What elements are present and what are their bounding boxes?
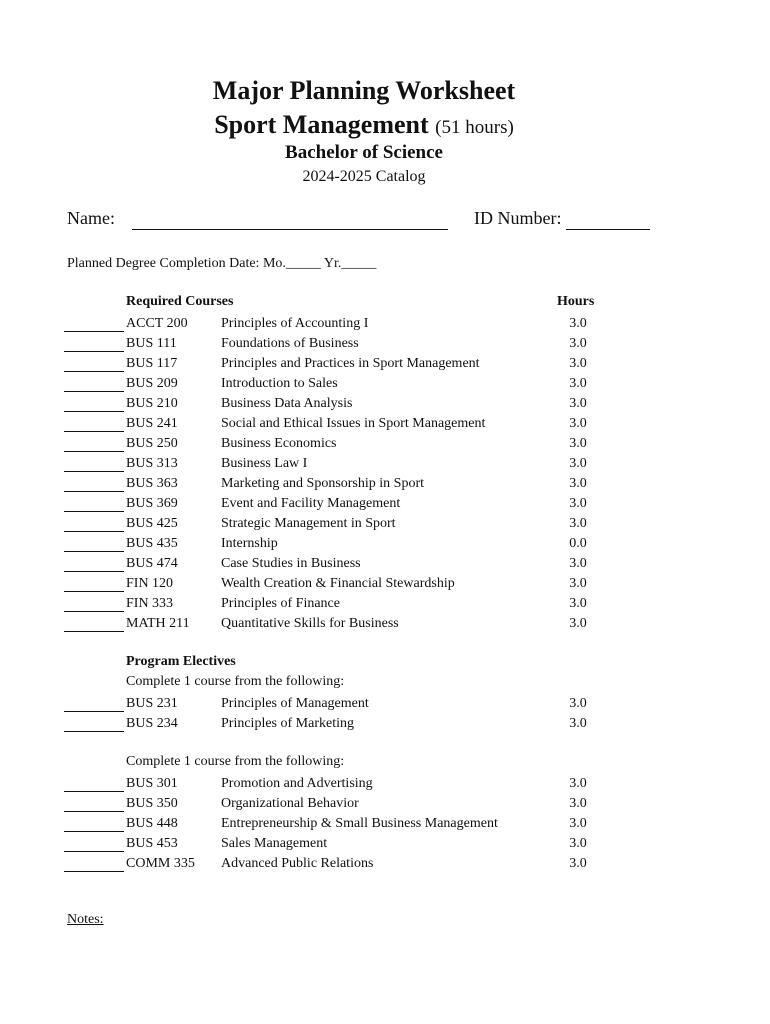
course-hours: 3.0 — [569, 856, 587, 871]
course-row — [0, 454, 770, 474]
course-hours: 3.0 — [569, 556, 587, 571]
completion-blank[interactable] — [64, 431, 124, 432]
course-code: ACCT 200 — [126, 316, 188, 331]
completion-blank[interactable] — [64, 371, 124, 372]
course-code: BUS 363 — [126, 476, 178, 491]
course-code: BUS 231 — [126, 696, 178, 711]
completion-blank[interactable] — [64, 351, 124, 352]
program-hours: (51 hours) — [435, 117, 514, 138]
completion-blank[interactable] — [64, 851, 124, 852]
course-row — [0, 774, 770, 794]
course-title: Event and Facility Management — [221, 496, 401, 511]
course-row — [0, 834, 770, 854]
course-code: BUS 448 — [126, 816, 178, 831]
course-hours: 3.0 — [569, 456, 587, 471]
course-code: BUS 111 — [126, 336, 177, 351]
course-hours: 3.0 — [569, 356, 587, 371]
course-row — [0, 334, 770, 354]
course-title: Quantitative Skills for Business — [221, 616, 399, 631]
course-row — [0, 714, 770, 734]
course-code: COMM 335 — [126, 856, 195, 871]
course-title: Principles of Finance — [221, 596, 340, 611]
course-code: BUS 241 — [126, 416, 178, 431]
notes-label: Notes: — [67, 912, 104, 927]
course-code: BUS 250 — [126, 436, 178, 451]
completion-blank[interactable] — [64, 331, 124, 332]
completion-blank[interactable] — [64, 831, 124, 832]
course-row — [0, 554, 770, 574]
course-row — [0, 354, 770, 374]
course-hours: 3.0 — [569, 716, 587, 731]
page-title: Major Planning Worksheet — [212, 76, 516, 105]
course-code: BUS 313 — [126, 456, 178, 471]
completion-blank[interactable] — [64, 551, 124, 552]
completion-blank[interactable] — [64, 711, 124, 712]
completion-blank[interactable] — [64, 731, 124, 732]
course-code: BUS 350 — [126, 796, 178, 811]
completion-blank[interactable] — [64, 591, 124, 592]
completion-blank[interactable] — [64, 611, 124, 612]
course-title: Promotion and Advertising — [221, 776, 373, 791]
course-hours: 3.0 — [569, 476, 587, 491]
id-number-field[interactable] — [566, 229, 650, 230]
course-row — [0, 414, 770, 434]
course-hours: 3.0 — [569, 496, 587, 511]
course-hours: 3.0 — [569, 416, 587, 431]
completion-blank[interactable] — [64, 531, 124, 532]
course-hours: 3.0 — [569, 316, 587, 331]
required-courses-header: Required Courses — [126, 294, 234, 309]
course-hours: 3.0 — [569, 436, 587, 451]
course-row — [0, 374, 770, 394]
course-row — [0, 494, 770, 514]
catalog-year: 2024-2025 Catalog — [302, 168, 426, 185]
name-field[interactable] — [132, 229, 448, 230]
course-row — [0, 574, 770, 594]
id-number-label: ID Number: — [474, 208, 562, 228]
course-title: Business Law I — [221, 456, 308, 471]
course-row — [0, 794, 770, 814]
course-row — [0, 434, 770, 454]
completion-blank[interactable] — [64, 391, 124, 392]
course-code: BUS 234 — [126, 716, 178, 731]
course-title: Foundations of Business — [221, 336, 359, 351]
course-code: BUS 474 — [126, 556, 178, 571]
course-row — [0, 854, 770, 874]
course-title: Marketing and Sponsorship in Sport — [221, 476, 424, 491]
course-title: Advanced Public Relations — [221, 856, 374, 871]
program-electives-header: Program Electives — [126, 654, 236, 669]
completion-blank[interactable] — [64, 471, 124, 472]
hours-header: Hours — [557, 294, 595, 309]
course-row — [0, 614, 770, 634]
course-hours: 3.0 — [569, 616, 587, 631]
course-code: BUS 301 — [126, 776, 178, 791]
course-hours: 3.0 — [569, 796, 587, 811]
course-hours: 3.0 — [569, 776, 587, 791]
course-row — [0, 314, 770, 334]
course-hours: 3.0 — [569, 696, 587, 711]
course-title: Entrepreneurship & Small Business Management — [221, 816, 498, 831]
course-title: Strategic Management in Sport — [221, 516, 396, 531]
program-title — [0, 110, 728, 140]
completion-blank[interactable] — [64, 871, 124, 872]
elective-group2-instruction: Complete 1 course from the following: — [126, 754, 345, 769]
course-title: Principles of Accounting I — [221, 316, 369, 331]
name-label: Name: — [67, 208, 115, 228]
course-row — [0, 514, 770, 534]
course-code: MATH 211 — [126, 616, 190, 631]
course-code: BUS 369 — [126, 496, 178, 511]
course-code: BUS 425 — [126, 516, 178, 531]
course-hours: 3.0 — [569, 596, 587, 611]
completion-blank[interactable] — [64, 631, 124, 632]
course-hours: 3.0 — [569, 576, 587, 591]
course-hours: 0.0 — [569, 536, 587, 551]
course-code: FIN 333 — [126, 596, 174, 611]
completion-blank[interactable] — [64, 511, 124, 512]
course-title: Business Data Analysis — [221, 396, 353, 411]
course-title: Principles of Management — [221, 696, 369, 711]
course-title: Internship — [221, 536, 278, 551]
course-code: FIN 120 — [126, 576, 174, 591]
course-hours: 3.0 — [569, 396, 587, 411]
course-row — [0, 694, 770, 714]
course-hours: 3.0 — [569, 816, 587, 831]
course-title: Case Studies in Business — [221, 556, 361, 571]
course-title: Business Economics — [221, 436, 337, 451]
completion-blank[interactable] — [64, 451, 124, 452]
degree-title: Bachelor of Science — [285, 142, 443, 163]
elective-group1-instruction: Complete 1 course from the following: — [126, 674, 345, 689]
course-code: BUS 435 — [126, 536, 178, 551]
course-title: Principles of Marketing — [221, 716, 354, 731]
course-row — [0, 814, 770, 834]
course-code: BUS 210 — [126, 396, 178, 411]
completion-blank[interactable] — [64, 411, 124, 412]
course-code: BUS 209 — [126, 376, 178, 391]
course-title: Principles and Practices in Sport Management — [221, 356, 480, 371]
completion-blank[interactable] — [64, 811, 124, 812]
course-hours: 3.0 — [569, 336, 587, 351]
completion-blank[interactable] — [64, 491, 124, 492]
completion-blank[interactable] — [64, 571, 124, 572]
course-hours: 3.0 — [569, 376, 587, 391]
course-row — [0, 394, 770, 414]
course-row — [0, 474, 770, 494]
planned-completion-date: Planned Degree Completion Date: Mo._____ Yr._____ — [67, 256, 377, 271]
course-title: Wealth Creation & Financial Stewardship — [221, 576, 455, 591]
course-row — [0, 534, 770, 554]
course-title: Social and Ethical Issues in Sport Management — [221, 416, 486, 431]
course-hours: 3.0 — [569, 836, 587, 851]
course-title: Sales Management — [221, 836, 328, 851]
completion-blank[interactable] — [64, 791, 124, 792]
course-hours: 3.0 — [569, 516, 587, 531]
course-title: Organizational Behavior — [221, 796, 359, 811]
course-code: BUS 117 — [126, 356, 178, 371]
course-row — [0, 594, 770, 614]
program-name: Sport Management — [214, 110, 429, 139]
course-title: Introduction to Sales — [221, 376, 338, 391]
course-code: BUS 453 — [126, 836, 178, 851]
